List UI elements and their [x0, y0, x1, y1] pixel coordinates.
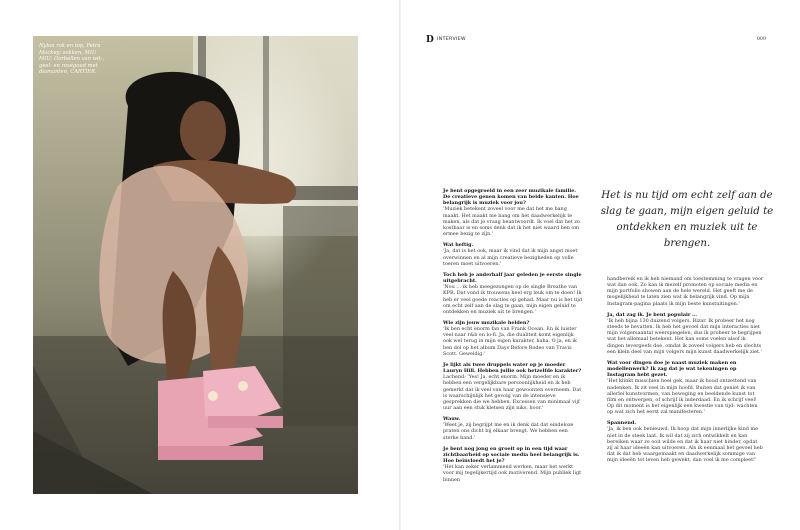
question: Je bent nog jong en groeit op in een tijd waar zichtbaarheid op sociale media heel belangrijk is. Hoe beïnvloedt het je? [443, 445, 580, 465]
question: Spannend. [607, 420, 637, 427]
question: Toch heb je anderhalf jaar geleden je eerste single uitgebracht. [443, 271, 582, 285]
answer: Lachend: 'Yes! Ja, echt enorm. Mijn moeder en ik hebben een vergelijkbare persoonlijkheid en ik heb gemerkt dat ik veel van haar gewoonten overneem. Dat is waarschijnlijk het gevolg van de intensieve gesprekken die we hebben. Excessen van minimaal vijf uur aan een stuk kletsen zijn niks, hoor.' [443, 374, 582, 411]
answer: 'Ik ben echt enorm fan van Frank Ocean. En ik luister veel naar r&b en lo-fi. Ja, die dualiteit komt eigenlijk ook wel terug in mijn eigen karakter, haha. O ja, en ik ben dol op het album Days Before Rodeo van Travis Scott. Geweldig.' [443, 326, 577, 357]
answer: 'Ja, dat is het ook, maar ik vind dat ik mijn angst moet overwinnen en al mijn creatieve bezigheden op volle toeren moet uitvoeren.' [443, 248, 578, 267]
answer: 'Nou … ik heb meegezongen op de single Breathe van KPR. Dat vond ik trouwens heel erg leuk om te doen! Ik heb er veel goede reacties op gehad. Maar nu is het tijd om echt zelf aan de slag te gaan, mijn eigen geluid te ontdekken en muziek uit te brengen.' [443, 284, 583, 315]
page-gutter [399, 0, 401, 530]
question: Wie zijn jouw muzikale helden? [443, 319, 530, 326]
question: Wat voor dingen doe je naast muziek maken en modellenwerk? Ik zag dat je wat tekeningen op Instagram hebt gezet. [607, 359, 737, 379]
answer: 'Muziek betekent zoveel voor me dat het me bang maakt. Het maakt me bang om het daadwerkelijk te maken, als dat je vraag beantwoordt. Ik voel dat het zo kostbaar is en soms denk dat ik het niet waard ben om ermee bezig te zijn.' [443, 206, 580, 238]
cover-photo [33, 36, 358, 494]
answer: 'Weet je, zij begrijpt me en ik denk dat dat eindeloze praten ons dicht bij elkaar brengt. We hebben een sterke band.' [443, 422, 574, 441]
question: Wauw. [443, 416, 461, 423]
magazine-logo: D [426, 35, 434, 45]
question: Ja, dat zag ik. Je bent populair … [607, 311, 698, 318]
page-header [426, 36, 766, 46]
text-column-2 [607, 276, 764, 468]
answer: 'Het kan zeker verlammend werken, maar het werkt voor mij tegelijkertijd ook motiverend. Mijn publiek ligt binnen [443, 464, 582, 483]
text-column-1 [443, 188, 583, 488]
answer: 'Ik heb bijna 130 duizend volgers. Bizar. Ik probeer het nog steeds te bevatten. Ik heb het gevoel dat mijn interacties niet mijn volgersaantal weerspiegelen, dus ik probeer te begrijpen wat het allemaal betekent. Het kan soms voelen alsof ik dingen tevergeefs doe, omdat ik zoveel volgers heb en slechts een klein deel van mijn volgers mijn kunst daadwerkelijk ziet.' [607, 317, 762, 355]
section-label: INTERVIEW [437, 37, 466, 42]
answer: 'Ja, ik ben ook benieuwd. Ik hoop dat mijn innerlijke kind me niet in de steek laat. Ik wil dat zij zich ontwikkelt en kan bereiken waar ze ooit wilde en dat ik haar niet hinder, opdat zij al haar ideeën kan uitvoeren. Als ik eenmaal het gevoel heb dat ik dat heb waargemaakt en daadwerkelijk sommige van mijn ideeën tot leven heb gewekt, dan voel ik me compleet!' [607, 426, 763, 464]
question: Je lijkt als twee druppels water op je moeder Lauryn Hill. Hebben jullie ook hetzelfde karakter? [443, 361, 582, 375]
question: Wat heftig. [443, 242, 474, 249]
answer-continued: handbereik en ik heb niemand om toestemming te vragen voor wat dan ook. Zo kan ik mezelf promoten op sociale media en mijn portfolio showen aan de hele wereld. Het geeft me de mogelijkheid te laten zien wat ik belangrijk vind. Op mijn Instagram-pagina plaats ik mijn beste kunstuitingen.' [607, 276, 764, 307]
page-number: 009 [756, 37, 766, 42]
photo-caption: Nylon rok en top, Petra Mackey; sokken, MIU MIU; Oorbellen van wit-, geel- en roségoud met diamanten, CARTIER. [39, 43, 105, 76]
question: Je bent opgegroeid in een zeer muzikale familie. De creatieve genen komen van beide kanten. Hoe belangrijk is muziek voor jou? [443, 188, 579, 207]
answer: 'Het klinkt misschien heel gek, maar ik houd ontzettend van nadenken. Ik zit veel in mijn hoofd. Buiten dat geniet ik van allerlei kunstvormen, van beweging en beeldende kunst tot film en ontwerpen, of schrijf ik inderdaad. En ik schrijf veel! Op dit moment is het eigenlijk een kwestie van tijd: wachten op wat zich het eerst zal manifesteren.' [607, 378, 758, 416]
photo-illustration [33, 36, 358, 494]
pull-quote: Het is nu tijd om echt zelf aan de slag te gaan, mijn eigen geluid te ontdekken en muziek uit te brengen. [600, 190, 774, 249]
